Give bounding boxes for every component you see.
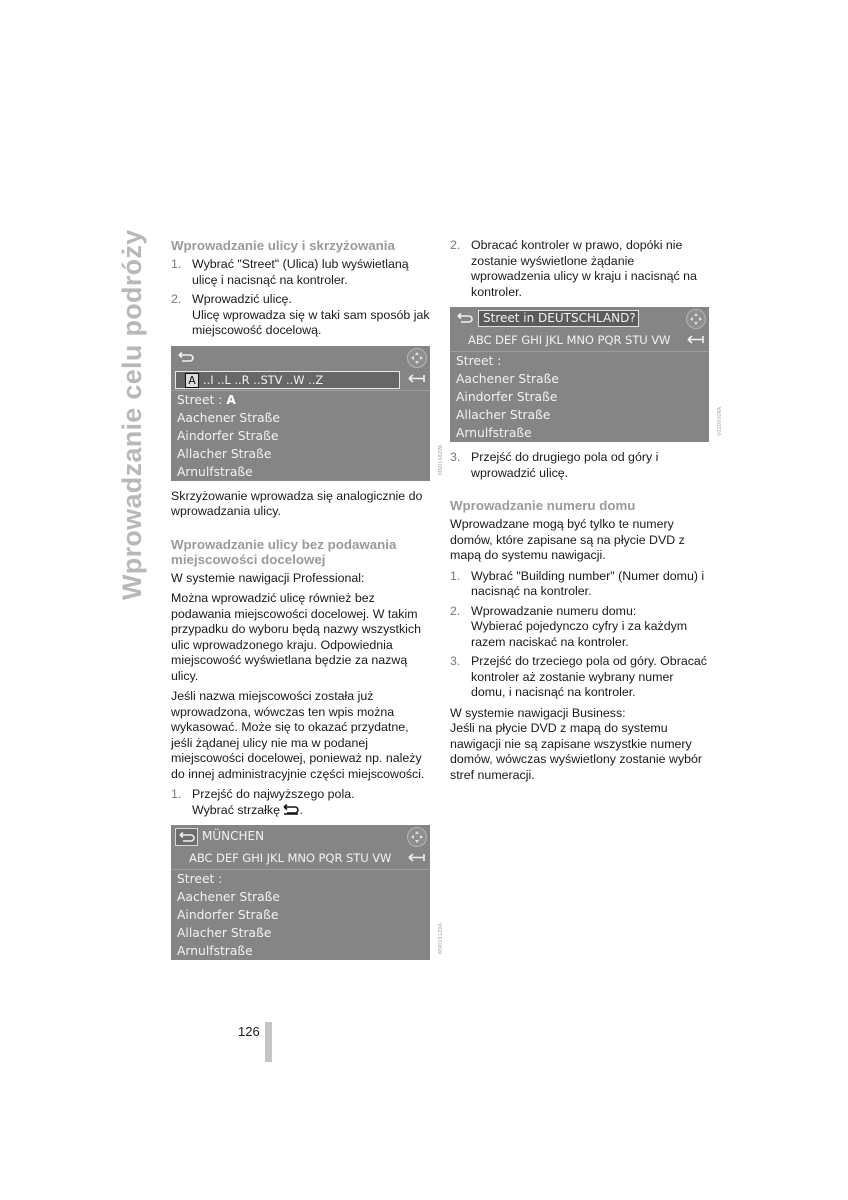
heading-house-number: Wprowadzanie numeru domu bbox=[450, 498, 636, 513]
step-number: 2. bbox=[450, 603, 461, 618]
step-text: Przejść do najwyższego pola. bbox=[192, 787, 355, 801]
back-arrow-icon[interactable] bbox=[175, 349, 196, 365]
speller-cursor[interactable]: A bbox=[185, 373, 199, 388]
street-list bbox=[450, 352, 709, 442]
speller-input[interactable] bbox=[175, 371, 400, 389]
controller-icon bbox=[407, 827, 427, 847]
speller-row bbox=[171, 368, 430, 391]
step-text: Przejść do trzeciego pola od góry. Obracać kontroler aż zostanie wybrany numer domu, i nacisnąć na kontroler. bbox=[471, 654, 707, 699]
delete-icon[interactable] bbox=[687, 335, 705, 344]
paragraph: Jeśli na płycie DVD z mapą do systemu nawigacji nie są zapisane wszystkie numery domów, wówczas wyświetlony zostanie wybór stref numeracji. bbox=[450, 721, 703, 782]
list-item[interactable]: Allacher Straße bbox=[177, 446, 272, 461]
heading-street-and-intersection: Wprowadzanie ulicy i skrzyżowania bbox=[171, 238, 395, 253]
speller-row bbox=[171, 847, 430, 870]
street-list bbox=[171, 870, 430, 960]
screen-top-bar bbox=[450, 307, 709, 329]
step-item bbox=[450, 654, 710, 701]
step-number: 3. bbox=[450, 450, 461, 464]
step-number: 1. bbox=[171, 787, 182, 801]
step-text: Wprowadzić ulicę. bbox=[192, 292, 292, 306]
paragraph: Można wprowadzić ulicę również bez podawania miejscowości docelowej. W takim przypadku do wyboru będą nazwy wszystkich ulic wprowadzonego kraju. Odpowiednia miejscowość wyświetlana będzie za nazwą ulicy. bbox=[171, 591, 421, 683]
paragraph: Wprowadzane mogą być tylko te numery domów, które zapisane są na płycie DVD z mapą do systemu nawigacji. bbox=[450, 517, 685, 562]
list-item[interactable]: Aachener Straße bbox=[456, 372, 559, 386]
steps-house-number bbox=[450, 569, 710, 701]
step-text: Obracać kontroler w prawo, dopóki nie zostanie wyświetlone żądanie wprowadzenia ulicy w kraju i nacisnąć na kontroler. bbox=[471, 238, 697, 299]
right-column bbox=[450, 238, 723, 788]
step-subtext: Wybierać pojedynczo cyfry i za każdym razem naciskać na kontroler. bbox=[471, 619, 688, 649]
list-item[interactable]: Allacher Straße bbox=[177, 926, 272, 940]
list-item[interactable]: Aindorfer Straße bbox=[456, 390, 558, 404]
paragraph: W systemie nawigacji Business: bbox=[450, 705, 626, 720]
back-arrow-icon bbox=[283, 804, 299, 815]
street-list bbox=[171, 391, 430, 481]
screen-title[interactable]: Street in DEUTSCHLAND? bbox=[478, 310, 639, 327]
steps-country-street bbox=[450, 238, 710, 300]
step-text: Wybrać "Building number" (Numer domu) i nacisnąć na kontroler. bbox=[471, 568, 705, 598]
list-item[interactable]: Arnulfstraße bbox=[177, 464, 253, 479]
page-marker-bar bbox=[265, 1022, 272, 1062]
intersection-note: Skrzyżowanie wprowadza się analogicznie do wprowadzania ulicy. bbox=[171, 488, 423, 518]
paragraph: Jeśli nazwa miejscowości została już wprowadzona, wówczas ten wpis można wykasować. Może się to okazać przydatne, jeśli żądanej ulicy nie ma w podanej miejscowości docelowej, ponieważ np. należy do innej administracyjnie części miejscowości. bbox=[171, 689, 425, 781]
nav-screen-city bbox=[171, 825, 444, 960]
steps-top-field bbox=[171, 787, 431, 818]
step-item bbox=[450, 569, 710, 600]
step-text: Wybrać "Street" (Ulica) lub wyświetlaną ulicę i nacisnąć na kontroler. bbox=[192, 257, 409, 287]
step-number: 2. bbox=[171, 292, 182, 306]
list-item[interactable]: Allacher Straße bbox=[456, 408, 551, 422]
list-item[interactable]: Aindorfer Straße bbox=[177, 428, 279, 443]
list-item[interactable]: Arnulfstraße bbox=[177, 944, 253, 958]
step-item bbox=[450, 604, 710, 651]
steps-second-field bbox=[450, 450, 710, 481]
page-number: 126 bbox=[238, 1024, 260, 1039]
speller-letters[interactable]: ABC DEF GHI JKL MNO PQR STU VW bbox=[189, 851, 392, 865]
list-item[interactable]: Aachener Straße bbox=[177, 890, 280, 904]
list-item[interactable]: Aindorfer Straße bbox=[177, 908, 279, 922]
screen-top-bar bbox=[171, 346, 430, 368]
steps-street-entry bbox=[171, 257, 431, 339]
step-number: 1. bbox=[450, 568, 461, 583]
step-number: 1. bbox=[171, 257, 182, 271]
speller-letters[interactable]: ..I ..L ..R ..STV ..W ..Z bbox=[203, 372, 324, 387]
side-section-title: Wprowadzanie celu podróży bbox=[117, 229, 147, 600]
left-column bbox=[171, 238, 444, 968]
step-item bbox=[450, 450, 710, 481]
street-input-line[interactable]: Street : bbox=[456, 354, 502, 368]
controller-icon bbox=[407, 348, 427, 368]
controller-icon bbox=[686, 309, 706, 329]
list-item[interactable]: Aachener Straße bbox=[177, 410, 280, 425]
step-number: 3. bbox=[450, 654, 461, 668]
list-item[interactable]: Arnulfstraße bbox=[456, 426, 532, 440]
step-text: Wprowadzanie numeru domu: bbox=[471, 603, 637, 618]
back-arrow-icon[interactable] bbox=[454, 310, 475, 326]
nav-screen-street-entry bbox=[171, 346, 444, 481]
delete-icon[interactable] bbox=[408, 374, 426, 383]
step-number: 2. bbox=[450, 238, 461, 252]
delete-icon[interactable] bbox=[408, 853, 426, 862]
street-input-line[interactable]: Street : bbox=[177, 872, 223, 886]
step-item: 1. Przejść do najwyższego pola. Wybrać strzałkę . bbox=[171, 787, 355, 817]
heading-street-without-destination: Wprowadzanie ulicy bez podawania miejscowości docelowej bbox=[171, 536, 397, 567]
step-item bbox=[171, 257, 431, 288]
step-subtext: Wybrać strzałkę bbox=[192, 802, 281, 817]
image-code: V020930RA bbox=[717, 406, 723, 436]
nav-screen-country bbox=[450, 307, 723, 442]
step-text: Przejść do drugiego pola od góry i wprowadzić ulicę. bbox=[471, 450, 659, 480]
screen-top-bar bbox=[171, 825, 430, 847]
image-code: MN0148ZPA bbox=[438, 444, 444, 475]
step-subtext: Ulicę wprowadza się w taki sam sposób jak miejscowość docelową. bbox=[192, 307, 430, 337]
step-item bbox=[171, 292, 431, 339]
speller-row bbox=[450, 329, 709, 352]
step-item bbox=[450, 238, 710, 300]
image-code: MN0191ZRA bbox=[438, 923, 444, 954]
paragraph: W systemie nawigacji Professional: bbox=[171, 570, 365, 585]
speller-letters[interactable]: ABC DEF GHI JKL MNO PQR STU VW bbox=[468, 333, 671, 347]
back-arrow-icon[interactable] bbox=[175, 828, 198, 846]
screen-title: MÜNCHEN bbox=[202, 829, 265, 843]
street-input-line[interactable]: Street : A bbox=[177, 392, 236, 407]
